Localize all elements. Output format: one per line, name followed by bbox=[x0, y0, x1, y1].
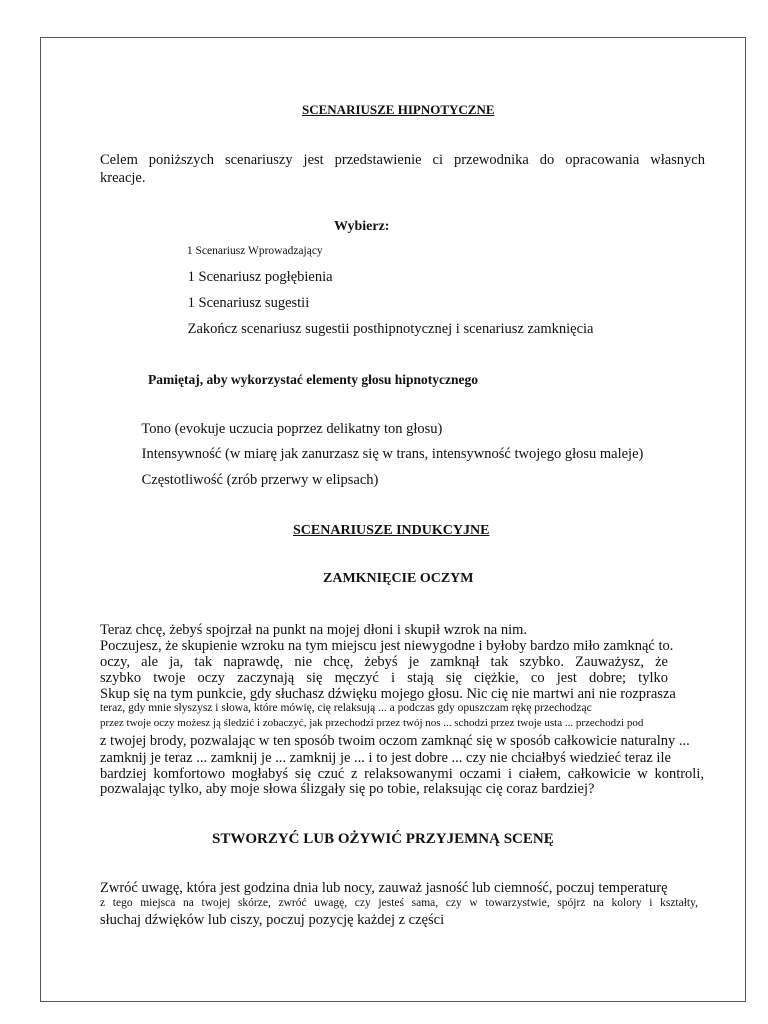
paragraph-line: Skup się na tym punkcie, gdy słuchasz dźwięku mojego głosu. Nic cię nie martwi ani nie rozprasza bbox=[100, 686, 676, 702]
intro-line-1: Celem poniższych scenariuszy jest przedstawienie ci przewodnika do opracowania własnych bbox=[100, 152, 705, 168]
section-title-scene: STWORZYĆ LUB OŻYWIĆ PRZYJEMNĄ SCENĘ bbox=[212, 831, 554, 847]
choose-item bbox=[170, 321, 593, 338]
document-page bbox=[40, 37, 746, 1002]
choose-item-label: 1 Scenariusz Wprowadzający bbox=[186, 245, 323, 257]
paragraph-line: pozwalając tylko, aby moje słowa ślizgały się po tobie, relaksując cię coraz bardziej? bbox=[100, 781, 595, 797]
remember-heading: Pamiętaj, aby wykorzystać elementy głosu hipnotycznego bbox=[148, 372, 478, 387]
section-subtitle-eye-closure: ZAMKNIĘCIE OCZYM bbox=[323, 571, 474, 586]
paragraph-line: Teraz chcę, żebyś spojrzał na punkt na mojej dłoni i skupił wzrok na nim. bbox=[100, 622, 528, 638]
paragraph-line: zamknij je teraz ... zamknij je ... zamknij je ... i to jest dobre ... czy nie chciałbyś wiedzieć teraz ile bbox=[100, 750, 671, 766]
document-title: SCENARIUSZE HIPNOTYCZNE bbox=[302, 102, 495, 117]
voice-item bbox=[124, 421, 442, 438]
choose-item-label: Zakończ scenariusz sugestii posthipnotycznej i scenariusz zamknięcia bbox=[187, 321, 594, 337]
paragraph-line: Zwróć uwagę, która jest godzina dnia lub nocy, zauważ jasność lub ciemność, poczuj temperaturę bbox=[100, 880, 668, 896]
choose-heading: Wybierz: bbox=[334, 219, 390, 234]
section-title-induction: SCENARIUSZE INDUKCYJNE bbox=[293, 523, 490, 538]
voice-item bbox=[124, 446, 643, 463]
choose-item-label: 1 Scenariusz pogłębienia bbox=[187, 269, 333, 285]
paragraph-line: przez twoje oczy możesz ją śledzić i zobaczyć, jak przechodzi przez twój nos ... schodzi przez twoje usta ... przechodzi pod bbox=[100, 717, 644, 729]
paragraph-line: Poczujesz, że skupienie wzroku na tym miejscu jest niewygodne i byłoby bardzo miło zamknąć to. bbox=[100, 638, 674, 654]
paragraph-line: słuchaj dźwięków lub ciszy, poczuj pozycję każdej z części bbox=[100, 912, 445, 928]
paragraph-line: z tego miejsca na twojej skórze, zwróć uwagę, czy jesteś sama, czy w towarzystwie, spójrz na kolory i kształty, bbox=[100, 897, 698, 909]
choose-item bbox=[170, 245, 323, 257]
voice-item-label: Częstotliwość (zrób przerwy w elipsach) bbox=[141, 472, 379, 488]
paragraph-line: oczy, ale ja, tak naprawdę, nie chcę, żebyś je zamknął tak szybko. Zauważysz, że bbox=[100, 654, 668, 670]
voice-item bbox=[124, 472, 378, 489]
choose-item bbox=[170, 295, 309, 312]
paragraph-line: szybko twoje oczy zaczynają się męczyć i stają się ciężkie, co jest dobre; tylko bbox=[100, 670, 668, 686]
choose-item-label: 1 Scenariusz sugestii bbox=[187, 295, 310, 311]
choose-item bbox=[170, 269, 333, 286]
intro-line-2: kreacje. bbox=[100, 170, 146, 186]
paragraph-line: bardziej komfortowo mogłabyś się czuć z relaksowanymi oczami i ciałem, całkowicie w kontroli, bbox=[100, 766, 704, 782]
voice-item-label: Intensywność (w miarę jak zanurzasz się w trans, intensywność twojego głosu maleje) bbox=[141, 446, 644, 462]
paragraph-line: teraz, gdy mnie słyszysz i słowa, które mówię, cię relaksują ... a podczas gdy opuszczam rękę przechodząc bbox=[100, 702, 592, 714]
paragraph-line: z twojej brody, pozwalając w ten sposób twoim oczom zamknąć się w sposób całkowicie naturalny ... bbox=[100, 733, 690, 749]
voice-item-label: Tono (evokuje uczucia poprzez delikatny ton głosu) bbox=[141, 421, 443, 437]
